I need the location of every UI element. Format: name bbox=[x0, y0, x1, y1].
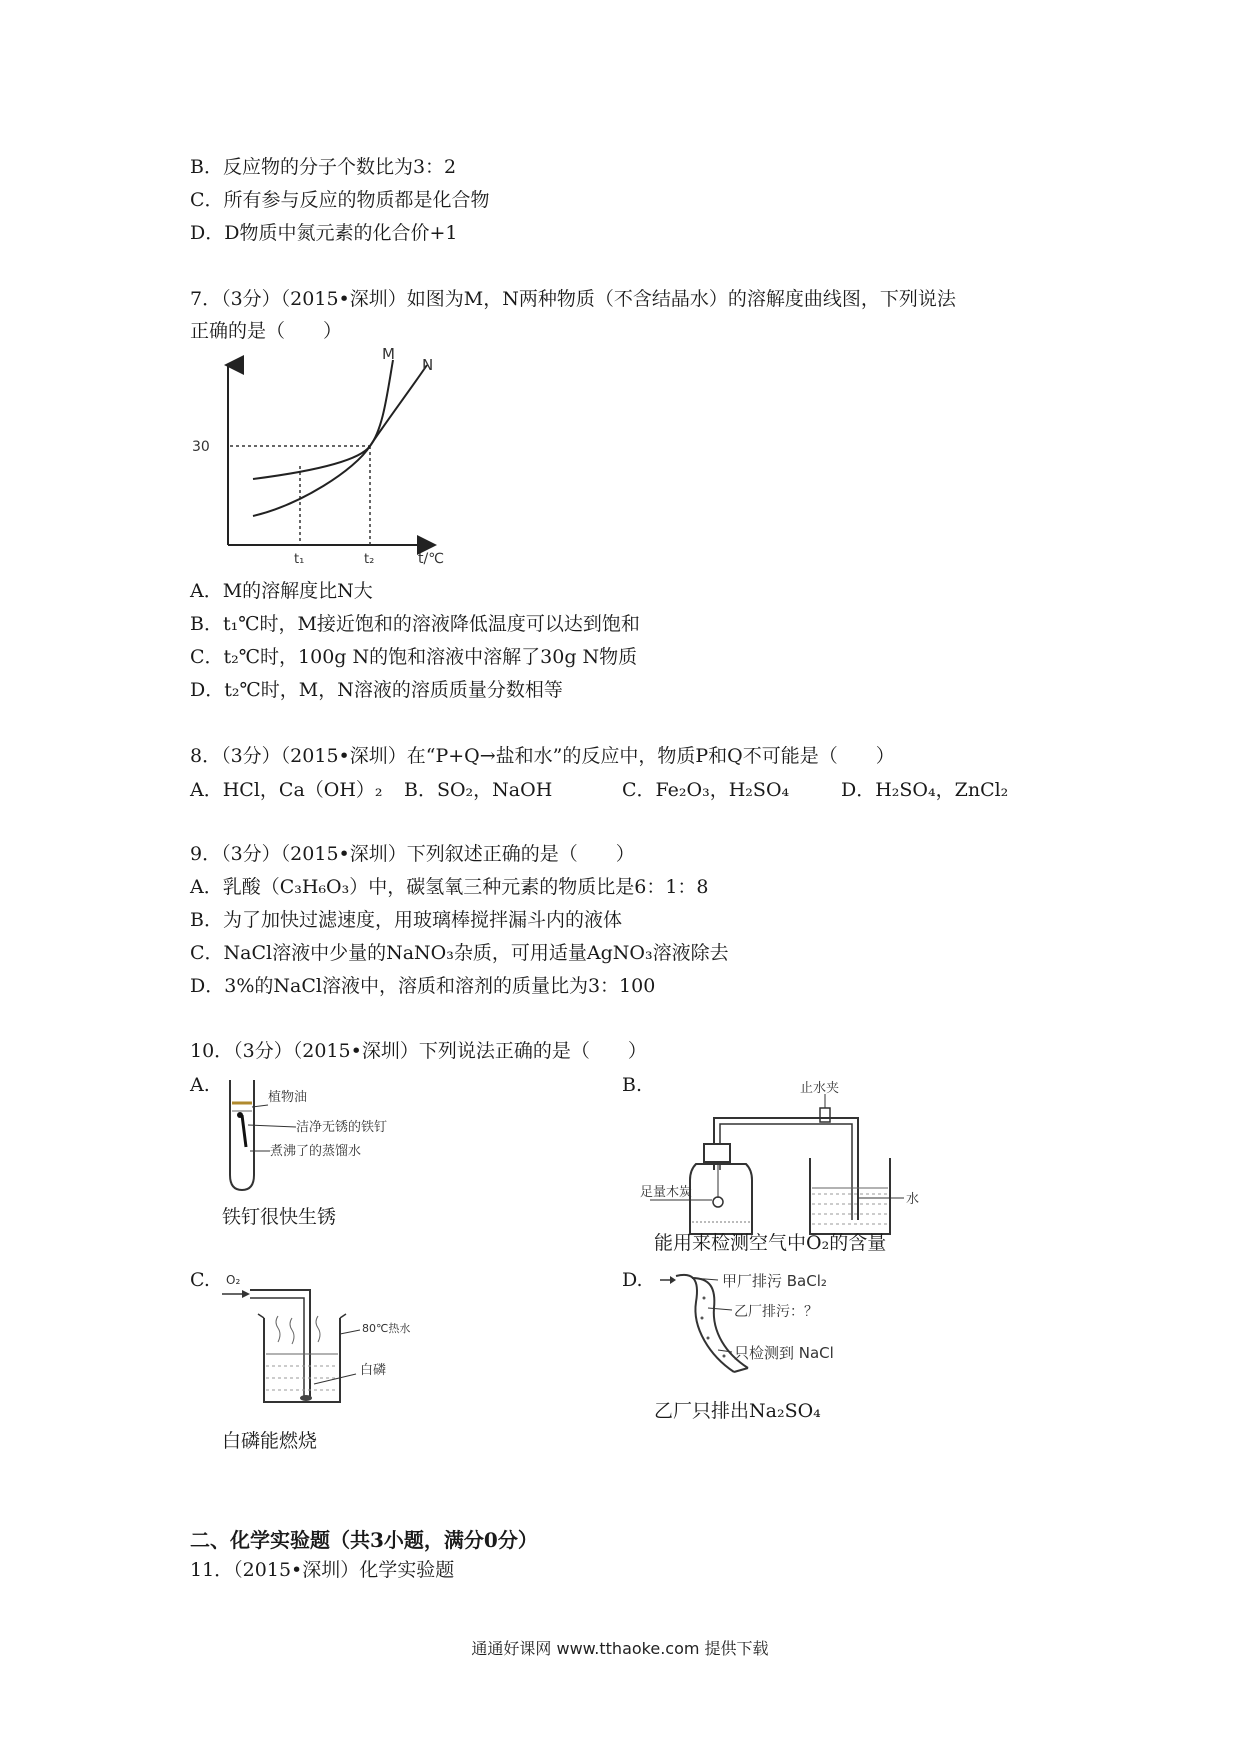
q7-option-d: D．t₂℃时，M，N溶液的溶质质量分数相等 bbox=[190, 679, 563, 701]
q10-b-label-water: 水 bbox=[906, 1192, 920, 1207]
q10-c-label-white-phosphorus: 白磷 bbox=[360, 1363, 387, 1378]
curve-label-n: N bbox=[422, 356, 434, 374]
q10-c-beaker-figure bbox=[222, 1270, 462, 1415]
q9-stem: 9．（3分）（2015•深圳）下列叙述正确的是（ ） bbox=[190, 843, 635, 865]
q10-a-label-nail: 洁净无锈的铁钉 bbox=[296, 1120, 388, 1135]
q6-option-c: C．所有参与反应的物质都是化合物 bbox=[190, 189, 490, 211]
q10-d-letter: D. bbox=[622, 1269, 643, 1291]
page-footer: 通通好课网 www.tthaoke.com 提供下载 bbox=[471, 1639, 769, 1658]
q10-b-label-clamp: 止水夹 bbox=[800, 1081, 840, 1096]
q8-option-a: A．HCl，Ca（OH）₂ bbox=[190, 779, 383, 801]
q7-stem-line2: 正确的是（ ） bbox=[190, 320, 343, 342]
q10-a-label-water: 煮沸了的蒸馏水 bbox=[270, 1144, 362, 1159]
q10-b-apparatus-figure bbox=[640, 1080, 940, 1230]
q10-a-test-tube-figure bbox=[220, 1075, 480, 1195]
q9-option-d: D．3%的NaCl溶液中，溶质和溶剂的质量比为3：100 bbox=[190, 975, 656, 997]
q10-c-label-hot-water: 80℃热水 bbox=[362, 1322, 411, 1335]
curve-label-m: M bbox=[382, 345, 395, 363]
q9-option-c: C．NaCl溶液中少量的NaNO₃杂质，可用适量AgNO₃溶液除去 bbox=[190, 942, 729, 964]
q6-option-d: D．D物质中氮元素的化合价+1 bbox=[190, 222, 458, 244]
q7-stem-line1: 7．（3分）（2015•深圳）如图为M，N两种物质（不含结晶水）的溶解度曲线图，下列说法 bbox=[190, 288, 956, 310]
q9-option-b: B．为了加快过滤速度，用玻璃棒搅拌漏斗内的液体 bbox=[190, 909, 622, 931]
q10-b-label-charcoal: 足量木炭 bbox=[640, 1185, 693, 1200]
q10-d-label-factory-a: 甲厂排污 BaCl₂ bbox=[722, 1272, 827, 1290]
q10-d-river-figure bbox=[652, 1268, 932, 1388]
q10-a-caption: 铁钉很快生锈 bbox=[222, 1206, 337, 1228]
q7-option-b: B．t₁℃时，M接近饱和的溶液降低温度可以达到饱和 bbox=[190, 613, 640, 635]
q10-a-letter: A. bbox=[190, 1074, 210, 1096]
q10-c-letter: C. bbox=[190, 1269, 210, 1291]
q10-c-label-o2: O₂ bbox=[226, 1273, 241, 1287]
q9-option-a: A．乳酸（C₃H₆O₃）中，碳氢氧三种元素的物质比是6：1：8 bbox=[190, 876, 709, 898]
q8-option-b: B．SO₂，NaOH bbox=[404, 779, 553, 801]
q8-option-c: C．Fe₂O₃，H₂SO₄ bbox=[622, 779, 790, 801]
q6-option-b: B．反应物的分子个数比为3：2 bbox=[190, 156, 457, 178]
q11-stem: 11．（2015•深圳）化学实验题 bbox=[190, 1559, 455, 1581]
q10-b-caption: 能用来检测空气中O₂的含量 bbox=[654, 1232, 887, 1254]
curve-m bbox=[253, 360, 393, 479]
q7-option-c: C．t₂℃时，100g N的饱和溶液中溶解了30g N物质 bbox=[190, 646, 638, 668]
q10-b-letter: B. bbox=[622, 1074, 643, 1096]
q10-c-caption: 白磷能燃烧 bbox=[222, 1430, 318, 1452]
solubility-curve-graph bbox=[190, 345, 470, 575]
x-axis-label: t/℃ bbox=[418, 551, 444, 567]
q10-d-label-nacl: 只检测到 NaCl bbox=[734, 1344, 834, 1362]
curve-n bbox=[253, 365, 427, 516]
section-2-title: 二、化学实验题（共3小题，满分0分） bbox=[190, 1528, 538, 1552]
q10-a-label-oil: 植物油 bbox=[268, 1090, 308, 1105]
q7-option-a: A．M的溶解度比N大 bbox=[190, 580, 373, 602]
q8-option-d: D．H₂SO₄，ZnCl₂ bbox=[841, 779, 1009, 801]
q10-d-caption: 乙厂只排出Na₂SO₄ bbox=[654, 1400, 821, 1422]
x-tick-t2: t₂ bbox=[364, 552, 375, 567]
y-tick-30: 30 bbox=[192, 439, 210, 455]
q10-stem: 10．（3分）（2015•深圳）下列说法正确的是（ ） bbox=[190, 1040, 647, 1062]
q8-stem: 8．（3分）（2015•深圳）在“P+Q→盐和水”的反应中，物质P和Q不可能是（ ） bbox=[190, 745, 895, 767]
x-tick-t1: t₁ bbox=[294, 552, 305, 567]
q10-d-label-factory-b: 乙厂排污：？ bbox=[734, 1304, 818, 1320]
